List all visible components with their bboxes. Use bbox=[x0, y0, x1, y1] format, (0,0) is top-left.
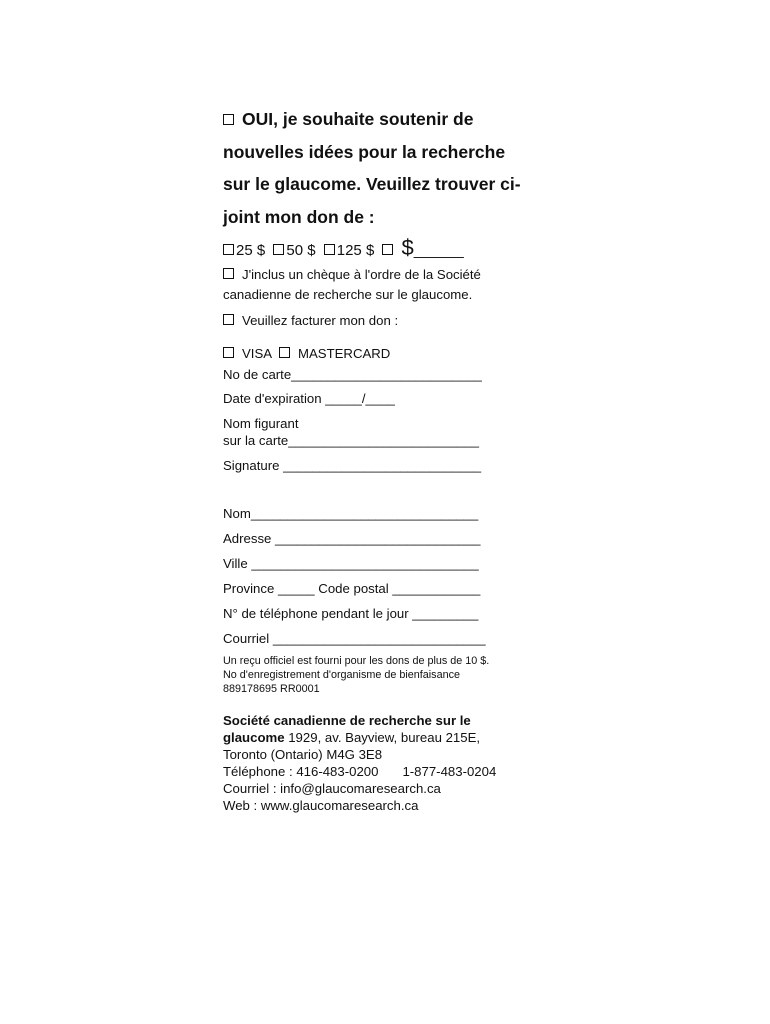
headline-line-4: joint mon don de : bbox=[223, 206, 375, 227]
organization-phone: Téléphone : 416-483-0200 bbox=[223, 764, 379, 779]
receipt-note-line-1: Un reçu officiel est fourni pour les dons de plus de 10 $. bbox=[223, 655, 490, 667]
cheque-option bbox=[223, 265, 523, 305]
organization-web[interactable]: Web : www.glaucomaresearch.ca bbox=[223, 798, 419, 813]
amount-25-checkbox[interactable] bbox=[223, 244, 234, 255]
headline-line-3: sur le glaucome. Veuillez trouver ci- bbox=[223, 174, 521, 194]
amount-other-blank[interactable]: ______ bbox=[413, 242, 464, 259]
card-type-row bbox=[223, 346, 523, 362]
receipt-note-line-3: 889178695 RR0001 bbox=[223, 683, 320, 695]
oui-checkbox[interactable] bbox=[223, 114, 234, 125]
amount-125-checkbox[interactable] bbox=[324, 244, 335, 255]
amount-other-checkbox[interactable] bbox=[382, 244, 393, 255]
amount-125-label: 125 $ bbox=[336, 242, 375, 259]
donation-form bbox=[223, 103, 523, 814]
invoice-checkbox[interactable] bbox=[223, 314, 234, 325]
organization-name-end: glaucome bbox=[223, 730, 285, 745]
mastercard-checkbox[interactable] bbox=[279, 347, 290, 358]
email-field[interactable]: Courriel _____________________________ bbox=[223, 631, 486, 646]
organization-street: 1929, av. Bayview, bureau 215E, bbox=[284, 730, 481, 745]
organization-tollfree: 1-877-483-0204 bbox=[402, 764, 497, 779]
card-number-field[interactable]: No de carte__________________________ bbox=[223, 367, 482, 382]
invoice-option bbox=[223, 311, 523, 331]
province-postal-field[interactable]: Province _____ Code postal ____________ bbox=[223, 581, 481, 596]
headline-line-1: OUI, je souhaite soutenir de bbox=[223, 103, 523, 136]
expiry-field[interactable]: Date d'expiration _____/____ bbox=[223, 391, 395, 406]
amount-other-dollar: $ bbox=[401, 235, 414, 260]
visa-checkbox[interactable] bbox=[223, 347, 234, 358]
cardholder-name-field[interactable]: sur la carte__________________________ bbox=[223, 433, 479, 448]
cheque-checkbox[interactable] bbox=[223, 268, 234, 279]
visa-label: VISA bbox=[242, 346, 272, 361]
signature-field[interactable]: Signature ___________________________ bbox=[223, 458, 482, 473]
organization-email[interactable]: Courriel : info@glaucomaresearch.ca bbox=[223, 781, 441, 796]
city-field[interactable]: Ville _______________________________ bbox=[223, 556, 479, 571]
phone-field[interactable]: N° de téléphone pendant le jour _________ bbox=[223, 606, 479, 621]
amount-50-checkbox[interactable] bbox=[273, 244, 284, 255]
cardholder-name-label: Nom figurant bbox=[223, 416, 299, 431]
invoice-label: Veuillez facturer mon don : bbox=[242, 313, 399, 328]
organization-address bbox=[223, 712, 523, 814]
organization-name: Société canadienne de recherche sur le bbox=[223, 713, 471, 728]
cheque-text-1: J'inclus un chèque à l'ordre de la Société bbox=[242, 267, 481, 282]
amount-50-label: 50 $ bbox=[286, 242, 316, 259]
receipt-note bbox=[223, 654, 523, 696]
organization-city: Toronto (Ontario) M4G 3E8 bbox=[223, 747, 383, 762]
headline-line-2: nouvelles idées pour la recherche bbox=[223, 141, 506, 162]
name-field[interactable]: Nom_______________________________ bbox=[223, 506, 479, 521]
address-field[interactable]: Adresse ____________________________ bbox=[223, 531, 481, 546]
receipt-note-line-2: No d'enregistrement d'organisme de bienfaisance bbox=[223, 669, 460, 681]
mastercard-label: MASTERCARD bbox=[298, 346, 391, 361]
amount-25-label: 25 $ bbox=[236, 242, 266, 259]
headline bbox=[223, 103, 523, 233]
cheque-text-2: canadienne de recherche sur le glaucome. bbox=[223, 287, 473, 302]
amount-options bbox=[223, 235, 523, 261]
